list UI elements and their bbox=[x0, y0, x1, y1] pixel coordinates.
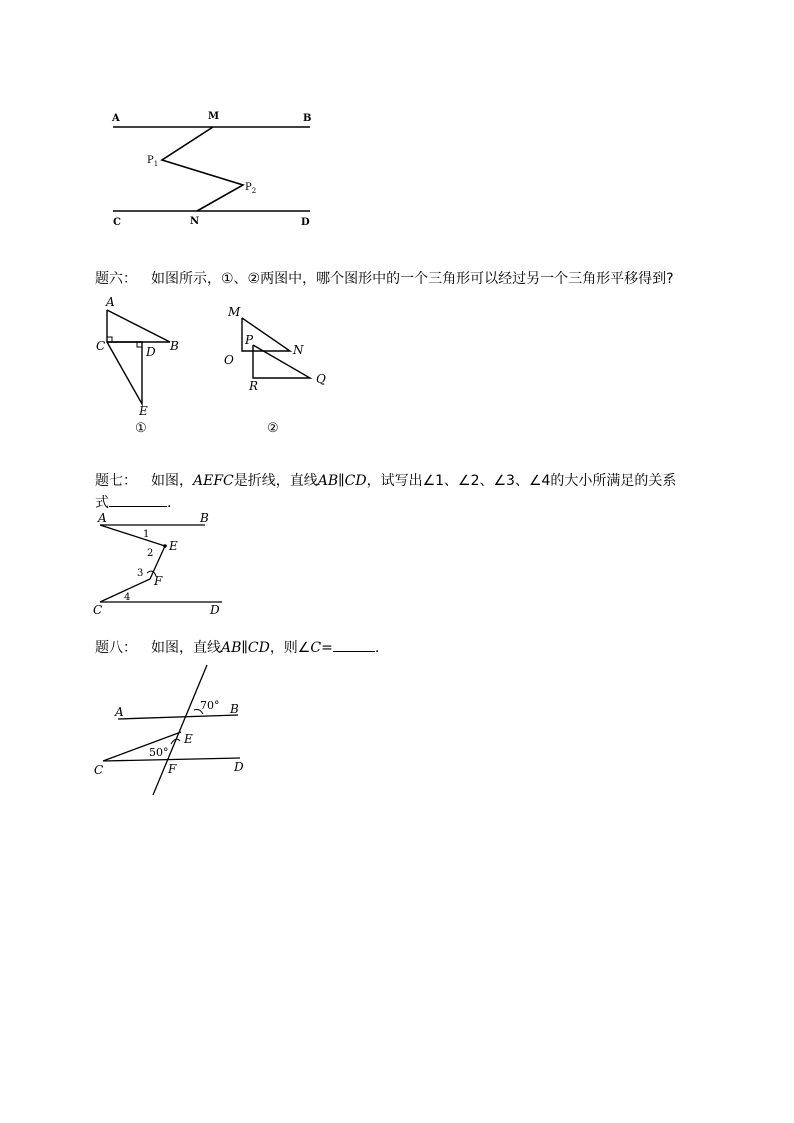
caption-2: ② bbox=[267, 421, 279, 436]
question-8-text-2: ，则∠ bbox=[269, 640, 311, 656]
label-O: O bbox=[224, 353, 234, 367]
question-6-text: 如图所示，①、②两图中，哪个图形中的一个三角形可以经过另一个三角形平移得到? bbox=[151, 271, 674, 287]
question-8 bbox=[95, 637, 715, 659]
label-E: E bbox=[184, 732, 193, 746]
label-P2: $P_2$ bbox=[245, 182, 257, 195]
label-F: F bbox=[168, 762, 177, 776]
label-C: C bbox=[93, 603, 103, 617]
question-6-number: 题六： bbox=[95, 271, 137, 287]
question-8-text-1: 如图，直线 bbox=[151, 640, 221, 656]
figure-polyline-aefc bbox=[90, 508, 240, 620]
right-angle-mark-c bbox=[107, 337, 112, 342]
question-6 bbox=[95, 268, 715, 290]
transversal-line bbox=[153, 665, 207, 795]
question-8-angle-name: C bbox=[310, 640, 322, 656]
label-A: A bbox=[115, 705, 124, 719]
question-7-text-1: 如图， bbox=[151, 473, 193, 489]
question-7-text-4: 式 bbox=[95, 495, 109, 511]
label-M: M bbox=[208, 111, 220, 122]
label-D: D bbox=[301, 217, 310, 228]
label-B: B bbox=[230, 702, 239, 716]
question-8-period: . bbox=[374, 640, 380, 656]
label-F: F bbox=[154, 574, 163, 588]
line-cd bbox=[103, 758, 240, 761]
figure-zigzag bbox=[105, 105, 335, 235]
label-Q: Q bbox=[316, 372, 326, 386]
angle-label-1: 1 bbox=[143, 529, 150, 540]
right-angle-mark-d bbox=[137, 342, 142, 347]
label-M: M bbox=[228, 305, 241, 319]
label-E: E bbox=[139, 404, 148, 418]
question-7-period: . bbox=[167, 495, 172, 511]
label-B: B bbox=[303, 113, 312, 124]
label-D: D bbox=[234, 760, 244, 774]
caption-1: ① bbox=[135, 421, 147, 436]
label-A: A bbox=[106, 295, 115, 309]
angle-label-2: 2 bbox=[147, 548, 154, 559]
question-8-equals: = bbox=[321, 640, 333, 656]
label-C: C bbox=[113, 217, 121, 228]
label-N: N bbox=[293, 343, 304, 357]
question-7-text-3: ，试写出∠1、∠2、∠3、∠4的大小所满足的关系 bbox=[366, 473, 677, 489]
answer-blank-7[interactable] bbox=[109, 492, 167, 507]
label-P1: $P_1$ bbox=[147, 155, 159, 168]
label-A: A bbox=[112, 113, 120, 124]
question-7-text-2: 是折线，直线 bbox=[233, 473, 318, 489]
label-P: P bbox=[245, 333, 254, 347]
label-R: R bbox=[249, 379, 259, 393]
label-C: C bbox=[94, 763, 104, 777]
question-7-parallel: AB∥CD bbox=[317, 473, 367, 489]
label-B: B bbox=[200, 511, 209, 525]
angle-label-70: 70° bbox=[200, 699, 220, 712]
polyline-aefc bbox=[100, 525, 165, 602]
line-ab bbox=[118, 715, 238, 719]
label-A: A bbox=[98, 511, 107, 525]
label-B: B bbox=[170, 339, 179, 353]
question-8-parallel: AB∥CD bbox=[221, 640, 270, 656]
label-E: E bbox=[169, 539, 178, 553]
label-C: C bbox=[96, 339, 106, 353]
figure-triangles bbox=[90, 294, 350, 439]
angle-label-50: 50° bbox=[149, 746, 169, 759]
question-7-polyline-name: AEFC bbox=[193, 473, 234, 489]
figure-transversal bbox=[90, 662, 260, 800]
answer-blank-8[interactable] bbox=[333, 637, 375, 652]
label-D: D bbox=[210, 603, 220, 617]
angle-label-3: 3 bbox=[137, 568, 144, 579]
triangle-cde bbox=[107, 342, 142, 404]
question-7-number: 题七： bbox=[95, 473, 137, 489]
question-8-number: 题八： bbox=[95, 640, 137, 656]
point-e bbox=[163, 544, 167, 548]
label-N: N bbox=[190, 216, 200, 227]
label-D: D bbox=[146, 345, 156, 359]
angle-label-4: 4 bbox=[124, 592, 131, 603]
triangle-acb bbox=[107, 310, 170, 342]
zigzag-line bbox=[162, 127, 243, 211]
